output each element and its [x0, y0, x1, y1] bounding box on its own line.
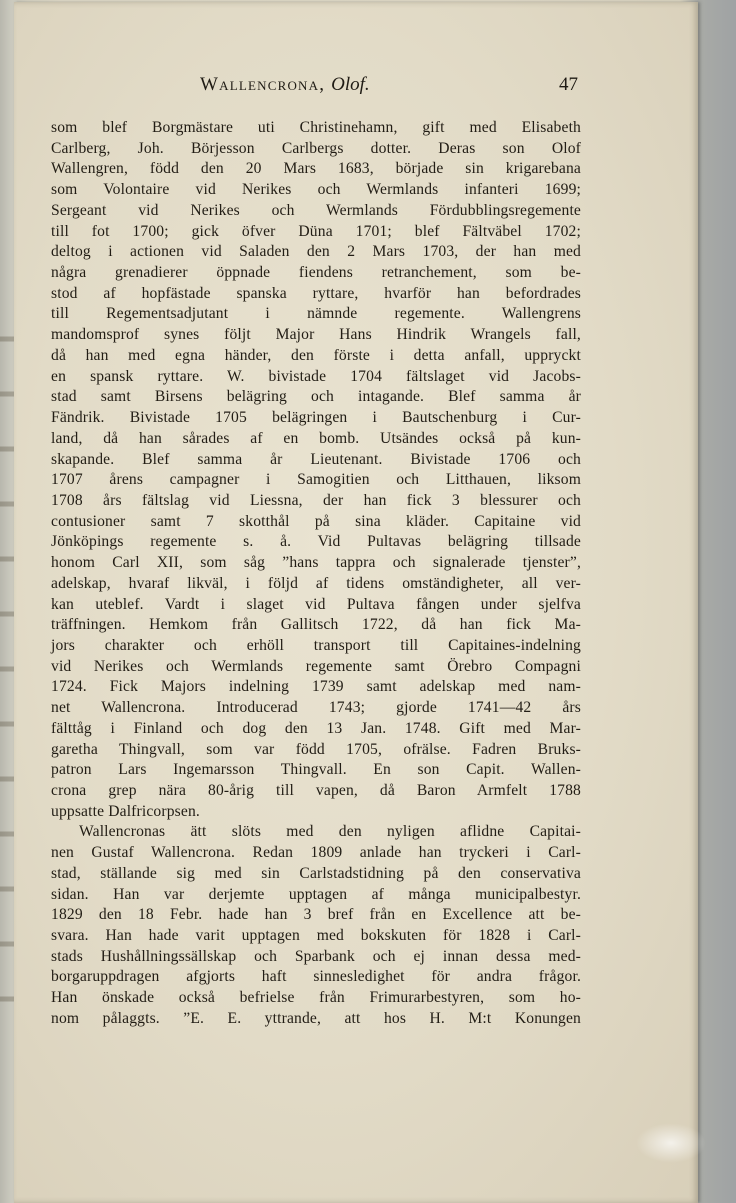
text-line: net Wallencrona. Introducerad 1743; gjorde 1741—42 års — [51, 699, 581, 717]
text-line: mandomsprof synes följt Major Hans Hindrik Wrangels fall, — [51, 326, 581, 344]
text-line: sidan. Han var derjemte upptagen af många municipalbestyr. — [51, 885, 581, 903]
text-line: 1724. Fick Majors indelning 1739 samt adelskap med nam- — [51, 678, 581, 696]
text-line: vid Nerikes och Wermlands regemente samt Örebro Compagni — [51, 657, 581, 675]
text-line: Han önskade också befrielse från Frimurarbestyren, som ho- — [51, 989, 581, 1007]
text-line: honom Carl XII, som såg ”hans tappra och signalerade tjenster”, — [51, 554, 581, 572]
text-line: uppsatte Dalfricorpsen. — [51, 802, 200, 820]
text-line: träffningen. Hemkom från Gallitsch 1722, då han fick Ma- — [51, 616, 581, 634]
text-line: skapande. Blef samma år Lieutenant. Bivistade 1706 och — [51, 450, 581, 468]
text-line: crona grep nära 80-årig till vapen, då Baron Armfelt 1788 — [51, 782, 581, 799]
running-head-given-name: Olof. — [331, 74, 370, 95]
text-line: kan uteblef. Vardt i slaget vid Pultava fången under sjelfva — [51, 595, 581, 613]
text-line: Fändrik. Bivistade 1705 belägringen i Bautschenburg i Cur- — [51, 409, 581, 427]
running-head — [200, 74, 370, 96]
text-line: Wallencronas ätt slöts med den nyligen aflidne Capitai- — [79, 823, 581, 841]
text-line: Carlberg, Joh. Börjesson Carlbergs dotter. Deras son Olof — [51, 139, 581, 157]
text-line: som Volontaire vid Nerikes och Wermlands infanteri 1699; — [51, 181, 581, 199]
text-line: 1708 års fältslag vid Liessna, der han fick 3 blessurer och — [51, 491, 581, 509]
paper-stain — [636, 1123, 706, 1163]
text-line: patron Lars Ingemarsson Thingvall. En son Capit. Wallen- — [51, 761, 581, 779]
text-line: Sergeant vid Nerikes och Wermlands Fördubblingsregemente — [51, 201, 581, 219]
text-line: fälttåg i Finland och dog den 13 Jan. 1748. Gift med Mar- — [51, 719, 581, 737]
text-line: nen Gustaf Wallencrona. Redan 1809 anlade han tryckeri i Carl- — [51, 844, 581, 862]
page-header — [200, 74, 590, 104]
text-line: adelskap, hvaraf likväl, i följd af tidens omständigheter, all ver- — [51, 574, 581, 592]
text-line: borgaruppdragen afgjorts haft sinnesledighet för andra frågor. — [51, 968, 581, 986]
text-line: då han med egna händer, den förste i detta anfall, uppryckt — [51, 346, 581, 364]
text-line: som blef Borgmästare uti Christinehamn, gift med Elisabeth — [51, 119, 581, 136]
text-line: en spansk ryttare. W. bivistade 1704 fältslaget vid Jacobs- — [51, 367, 581, 385]
text-line: stod af hopfästade spanska ryttare, hvarför han befordrades — [51, 284, 581, 302]
binding-gutter — [0, 300, 14, 1040]
text-line: nom pålaggts. ”E. E. yttrande, att hos H. M:t Konungen — [51, 1009, 581, 1027]
text-line: Wallengren, född den 20 Mars 1683, började sin krigarebana — [51, 160, 581, 178]
text-line: till Regementsadjutant i nämnde regemente. Wallengrens — [51, 305, 581, 323]
text-line: svara. Han hade varit upptagen med bokskuten för 1828 i Carl- — [51, 927, 581, 945]
text-line: Jönköpings regemente s. å. Vid Pultavas belägring tillsade — [51, 533, 581, 551]
text-line: några grenadierer öppnade fiendens retranchement, som be- — [51, 264, 581, 282]
running-head-surname: Wallencrona, — [200, 74, 326, 95]
text-line: jors charakter och erhöll transport till Capitaines-indelning — [51, 636, 581, 654]
text-line: 1707 årens campagner i Samogitien och Litthauen, liksom — [51, 471, 581, 489]
text-line: deltog i actionen vid Saladen den 2 Mars 1703, der han med — [51, 243, 581, 261]
text-line: stad samt Birsens belägring och intagande. Blef samma år — [51, 388, 581, 406]
text-line: stads Hushållningssällskap och Sparbank och ej innan dessa med- — [51, 947, 581, 965]
text-line: contusioner samt 7 skotthål på sina kläder. Capitaine vid — [51, 512, 581, 530]
text-line: 1829 den 18 Febr. hade han 3 bref från en Excellence att be- — [51, 906, 581, 924]
body-text — [51, 118, 581, 1030]
text-line: stad, ställande sig med sin Carlstadstidning på den conservativa — [51, 864, 581, 882]
text-line: land, då han sårades af en bomb. Utsändes också på kun- — [51, 429, 581, 447]
text-line: till fot 1700; gick öfver Düna 1701; blef Fältväbel 1702; — [51, 222, 581, 240]
text-line: garetha Thingvall, som var född 1705, ofrälse. Fadren Bruks- — [51, 740, 581, 758]
page-number: 47 — [559, 74, 578, 95]
